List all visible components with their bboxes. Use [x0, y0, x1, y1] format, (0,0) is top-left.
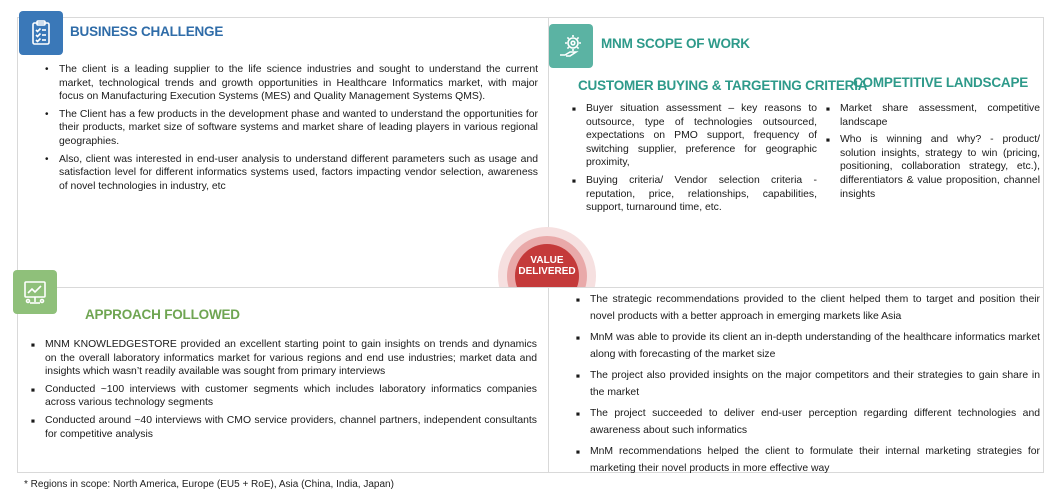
horizontal-divider: [17, 287, 1044, 288]
checklist-icon: [19, 11, 63, 55]
approach-list: [31, 338, 537, 445]
badge-line-1: VALUE: [530, 255, 564, 266]
list-item: • Also, client was interested in end-user analysis to understand different parameters such as usage and satisfaction level for different informatics systems used, factors impacting vendor selection, awareness of novel technologies in industry, etc: [45, 153, 538, 194]
customer-buying-title: CUSTOMER BUYING & TARGETING CRITERIA: [578, 78, 868, 93]
list-item: ■ Buying criteria/ Vendor selection criteria - reputation, price, relationships, capabilities, support, turnaround time, etc.: [572, 174, 817, 215]
list-item: ■ Conducted ~100 interviews with customer segments which includes laboratory informatics companies across various technology segments: [31, 383, 537, 410]
list-item: ■ Who is winning and why? - product/ solution insights, strategy to win (pricing, positioning, collaboration strategy, etc.), differentiators & value proposition, channel insights: [826, 133, 1040, 201]
list-item: ■ Buyer situation assessment – key reasons to outsource, type of technologies outsourced, expectations on PMO support, frequency of switching supplier, preference for geographic proximity,: [572, 102, 817, 170]
badge-line-2: DELIVERED: [518, 266, 576, 277]
list-item: ■ MNM KNOWLEDGESTORE provided an excellent starting point to gain insights on trends and dynamics on the overall laboratory informatics market for various regions and end use industries; market data and insights which wasn’t readily available was sought from primary interviews: [31, 338, 537, 379]
footnote: * Regions in scope: North America, Europe (EU5 + RoE), Asia (China, India, Japan): [24, 479, 394, 490]
business-challenge-list: [45, 63, 538, 197]
list-item: ■ The project also provided insights on the major competitors and their strategies to gain share in the market: [576, 367, 1040, 401]
competitive-landscape-list: [826, 102, 1040, 205]
list-item: ■ The strategic recommendations provided to the client helped them to target and position their novel products with a better approach in emerging markets like Asia: [576, 291, 1040, 325]
presentation-chart-icon: [13, 270, 57, 314]
competitive-landscape-title: COMPETITIVE LANDSCAPE: [853, 75, 1029, 90]
list-item: ■ Conducted around ~40 interviews with CMO service providers, channel partners, independent consultants for competitive analysis: [31, 414, 537, 441]
list-item: • The client is a leading supplier to the life science industries and sought to understand the current market, technological trends and growth opportunities in Healthcare Informatics market, with major focus on Manufacturing Execution Systems (MES) and Quality Management Systems QMS).: [45, 63, 538, 104]
value-delivered-badge: [498, 227, 596, 287]
gear-hand-icon: [549, 24, 593, 68]
list-item: ■ MnM was able to provide its client an in-depth understanding of the healthcare informatics market along with forecasting of the market size: [576, 329, 1040, 363]
list-item: ■ Market share assessment, competitive landscape: [826, 102, 1040, 129]
list-item: • The Client has a few products in the development phase and wanted to understand the opportunities for their products, market size of software systems and market share of leading players in various regional geographies.: [45, 108, 538, 149]
list-item: ■ The project succeeded to deliver end-user perception regarding different technologies and awareness about such informatics: [576, 405, 1040, 439]
value-delivered-list: [576, 291, 1040, 481]
scope-of-work-title: MNM SCOPE OF WORK: [601, 36, 750, 51]
customer-buying-list: [572, 102, 817, 219]
approach-title: APPROACH FOLLOWED: [85, 307, 240, 322]
business-challenge-title: BUSINESS CHALLENGE: [70, 24, 224, 39]
list-item: ■ MnM recommendations helped the client to formulate their internal marketing strategies for marketing their novel products in more effective way: [576, 443, 1040, 477]
